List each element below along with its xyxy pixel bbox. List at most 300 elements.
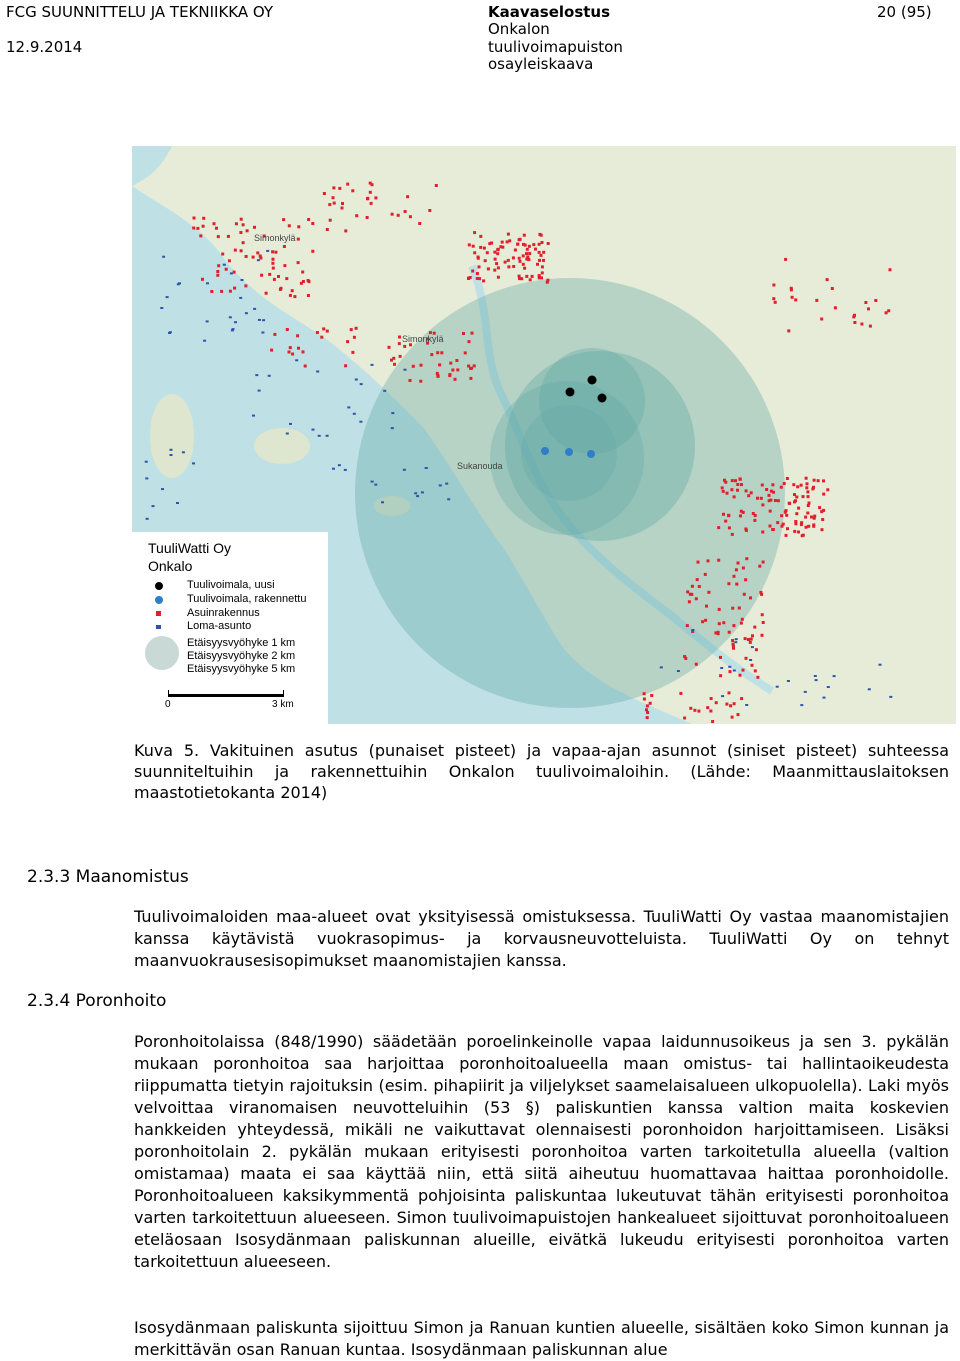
turbine-new (588, 376, 597, 385)
residential-point (273, 278, 276, 281)
residential-point (476, 277, 479, 280)
residential-point (739, 477, 742, 480)
residential-point (448, 374, 451, 377)
residential-point (547, 242, 550, 245)
holiday-point (258, 390, 261, 392)
holiday-point (660, 666, 663, 668)
residential-point (468, 243, 471, 246)
holiday-point (146, 518, 149, 520)
residential-point (874, 299, 877, 302)
residential-point (390, 359, 393, 362)
legend-item: Etäisyysvyöhyke 1 km (187, 637, 296, 649)
residential-point (323, 192, 326, 195)
scale-label-start: 0 (165, 699, 171, 710)
residential-point (740, 483, 743, 486)
residential-point (495, 262, 498, 265)
residential-point (473, 364, 476, 367)
residential-point (522, 254, 525, 257)
residential-point (473, 251, 476, 254)
residential-point (732, 624, 735, 627)
legend-item: Tuulivoimala, uusi (187, 579, 275, 591)
legend-item: Loma-asunto (187, 620, 252, 632)
residential-point (351, 351, 354, 354)
residential-point (483, 247, 486, 250)
holiday-point (728, 666, 731, 668)
residential-point (688, 600, 691, 603)
holiday-point (232, 328, 235, 330)
residential-point (297, 347, 300, 350)
residential-point (438, 363, 441, 366)
residential-point (409, 379, 412, 382)
residential-point (220, 290, 223, 293)
residential-point (467, 365, 470, 368)
residential-point (753, 519, 756, 522)
residential-point (736, 483, 739, 486)
residential-point (783, 482, 786, 485)
holiday-point (166, 296, 169, 298)
holiday-point (152, 505, 155, 507)
residential-point (761, 634, 764, 637)
residential-point (536, 263, 539, 266)
holiday-point (383, 390, 386, 392)
residential-point (815, 299, 818, 302)
holiday-point (170, 449, 173, 451)
residential-point (715, 701, 718, 704)
residential-point (534, 248, 537, 251)
residential-point (436, 351, 439, 354)
holiday-point (404, 369, 407, 371)
residential-point (646, 716, 649, 719)
holiday-point (735, 638, 738, 640)
residential-point (506, 240, 509, 243)
residential-point (691, 585, 694, 588)
residential-point (280, 287, 283, 290)
residential-point (689, 593, 692, 596)
residential-point (722, 513, 725, 516)
residential-point (469, 276, 472, 279)
residential-point (304, 365, 307, 368)
residential-point (790, 288, 793, 291)
holiday-point (326, 435, 329, 437)
residential-point (528, 252, 531, 255)
residential-point (341, 207, 344, 210)
holiday-point (745, 704, 748, 706)
holiday-point (192, 462, 195, 464)
holiday-point (170, 454, 173, 456)
residential-point (428, 209, 431, 212)
holiday-point (258, 319, 261, 321)
residential-point (272, 258, 275, 261)
residential-point (650, 694, 653, 697)
residential-point (260, 274, 263, 277)
holiday-point (353, 413, 356, 415)
residential-point (686, 590, 689, 593)
residential-point (404, 210, 407, 213)
holiday-point (751, 646, 754, 648)
residential-point (761, 484, 764, 487)
residential-point (451, 369, 454, 372)
holiday-point (206, 282, 209, 284)
residential-point (253, 226, 256, 229)
map-figure (132, 146, 956, 724)
residential-point (796, 485, 799, 488)
residential-point (734, 479, 737, 482)
residential-point (743, 593, 746, 596)
residential-point (235, 222, 238, 225)
residential-point (504, 261, 507, 264)
residential-point (403, 345, 406, 348)
holiday-point (439, 484, 442, 486)
residential-point (813, 515, 816, 518)
holiday-point (169, 331, 172, 333)
residential-point (300, 282, 303, 285)
holiday-point (677, 670, 680, 672)
residential-point (853, 321, 856, 324)
figure-caption: Kuva 5. Vakituinen asutus (punaiset pisteet) ja vapaa-ajan asunnot (siniset pisteet) suhteessa suunniteltuihin ja rakennettuihin Onkalon tuulivoimaloihin. (Lähde: Maanmittauslaitoksen maastotietokanta 2014) (134, 741, 949, 802)
residential-point (679, 692, 682, 695)
residential-point (455, 359, 458, 362)
residential-point (760, 593, 763, 596)
residential-point (526, 248, 529, 251)
paragraph: Isosydänmaan paliskunta sijoittuu Simon ja Ranuan kuntien alueelle, sisältäen koko Simon kunnan ja merkittävän osan Ranuan kuntaa. Isosydänmaan paliskunnan alue (134, 1318, 949, 1359)
residential-point (353, 336, 356, 339)
holiday-point (879, 664, 882, 666)
residential-point (772, 284, 775, 287)
holiday-point (347, 406, 350, 408)
residential-point (822, 493, 825, 496)
residential-point (737, 713, 740, 716)
residential-point (728, 631, 731, 634)
residential-point (831, 287, 834, 290)
residential-point (800, 523, 803, 526)
residential-point (864, 301, 867, 304)
residential-point (332, 196, 335, 199)
residential-point (747, 638, 750, 641)
residential-point (215, 227, 218, 230)
residential-point (268, 273, 271, 276)
residential-point (805, 486, 808, 489)
residential-point (787, 329, 790, 332)
holiday-point (787, 680, 790, 682)
residential-point (643, 692, 646, 695)
residential-point (683, 655, 686, 658)
residential-point (541, 241, 544, 244)
residential-point (297, 238, 300, 241)
residential-point (522, 263, 525, 266)
residential-point (718, 622, 721, 625)
residential-point (762, 621, 765, 624)
residential-point (739, 514, 742, 517)
residential-point (435, 184, 438, 187)
residential-point (525, 275, 528, 278)
residential-point (749, 641, 752, 644)
place-label: Simonkylä (402, 334, 444, 344)
residential-point (776, 521, 779, 524)
residential-point (807, 525, 810, 528)
company-name: FCG SUUNNITTELU JA TEKNIIKKA OY (6, 3, 274, 21)
zone-swatch-icon (145, 636, 179, 670)
residential-point (233, 271, 236, 274)
residential-point (538, 251, 541, 254)
residential-point (338, 187, 341, 190)
holiday-icon (156, 625, 161, 629)
residential-point (741, 618, 744, 621)
residential-point (538, 274, 541, 277)
residential-point (488, 242, 491, 245)
residential-point (765, 488, 768, 491)
holiday-point (344, 469, 347, 471)
holiday-point (176, 502, 179, 504)
residential-point (409, 215, 412, 218)
holiday-point (160, 307, 163, 309)
project-name-line1: Onkalon (488, 20, 550, 38)
residential-point (724, 520, 727, 523)
residential-point (514, 249, 517, 252)
residential-point (727, 582, 730, 585)
section-heading: 2.3.3 Maanomistus (27, 867, 189, 887)
residential-point (731, 607, 734, 610)
residential-point (826, 278, 829, 281)
residential-point (756, 497, 759, 500)
residential-point (538, 243, 541, 246)
legend-item: Asuinrakennus (187, 607, 260, 619)
residential-point (722, 621, 725, 624)
residential-point (722, 490, 725, 493)
residential-point (730, 488, 733, 491)
residential-point (291, 289, 294, 292)
residential-point (717, 559, 720, 562)
holiday-point (355, 379, 358, 381)
holiday-point (266, 250, 269, 252)
residential-point (529, 278, 532, 281)
turbine-new (566, 388, 575, 397)
residential-point (507, 265, 510, 268)
residential-point (245, 255, 248, 258)
residential-point (802, 495, 805, 498)
residential-point (751, 634, 754, 637)
holiday-point (823, 697, 826, 699)
residential-point (869, 325, 872, 328)
scale-bar (168, 694, 284, 697)
holiday-point (720, 667, 723, 669)
residential-point (724, 481, 727, 484)
residential-point (761, 531, 764, 534)
holiday-point (252, 415, 255, 417)
residential-point (240, 218, 243, 221)
residential-point (889, 268, 892, 271)
holiday-point (733, 670, 736, 672)
residential-point (788, 502, 791, 505)
residential-point (751, 664, 754, 667)
legend-item: Etäisyysvyöhyke 5 km (187, 663, 296, 675)
residential-point (717, 526, 720, 529)
residential-point (805, 526, 808, 529)
residential-point (768, 494, 771, 497)
holiday-point (338, 464, 341, 466)
residential-point (887, 309, 890, 312)
residential-point (707, 591, 710, 594)
holiday-point (359, 421, 362, 423)
residential-point (320, 336, 323, 339)
holiday-point (161, 488, 164, 490)
residential-point (420, 364, 423, 367)
residential-point (762, 561, 765, 564)
residential-point (731, 716, 734, 719)
residential-point (369, 191, 372, 194)
residential-point (542, 259, 545, 262)
place-label: Simonkylä (254, 233, 296, 243)
residential-point (478, 265, 481, 268)
residential-point (733, 702, 736, 705)
residential-point (271, 250, 274, 253)
holiday-point (371, 481, 374, 483)
residential-point (297, 225, 300, 228)
residential-point (293, 295, 296, 298)
residential-point (820, 510, 823, 513)
holiday-point (421, 491, 424, 493)
residential-point (745, 529, 748, 532)
holiday-point (229, 316, 232, 318)
holiday-point (749, 659, 752, 661)
page-number: 20 (95) (877, 3, 932, 21)
residential-point (512, 256, 515, 259)
residential-point (398, 342, 401, 345)
residential-point (508, 239, 511, 242)
residential-point (202, 217, 205, 220)
holiday-point (255, 374, 258, 376)
residential-point (512, 265, 515, 268)
holiday-point (286, 433, 289, 435)
holiday-point (447, 498, 450, 500)
residential-point (499, 245, 502, 248)
residential-point (225, 268, 228, 271)
holiday-point (815, 679, 818, 681)
residential-point (234, 249, 237, 252)
residential-point (801, 534, 804, 537)
holiday-point (245, 312, 248, 314)
residential-point (725, 703, 728, 706)
residential-point (791, 296, 794, 299)
holiday-point (241, 279, 244, 281)
place-label: Sukanouda (457, 461, 503, 471)
residential-point (852, 315, 855, 318)
residential-point (487, 267, 490, 270)
residential-point (289, 346, 292, 349)
residential-point (256, 251, 259, 254)
residential-point (399, 355, 402, 358)
residential-point (374, 196, 377, 199)
holiday-point (360, 383, 363, 385)
residential-point (693, 709, 696, 712)
residential-point (493, 251, 496, 254)
residential-point (689, 707, 692, 710)
holiday-point (800, 704, 803, 706)
residential-point (252, 256, 255, 259)
residential-point (806, 490, 809, 493)
residential-point (786, 477, 789, 480)
residential-point (538, 233, 541, 236)
residential-point (531, 275, 534, 278)
residential-point (344, 364, 347, 367)
residential-point (297, 261, 300, 264)
paragraph: Poronhoitolaissa (848/1990) säädetään poroelinkeinolle vapaa laidunnusoikeus ja sen 3. pykälän mukaan poronhoitoa saa harjoittaa poronhoitoalueella maan omistus- tai hallintaoikeudesta riippumatta tietyin rajoituksin (esim. pihapiirit ja viljelykset saamelaisalueen ulkopuolella). Laki myös velvoittaa viranomaisen neuvotteluihin (53 §) paliskuntien kanssa valtion maita koskevien hankkeiden yhteydessä, mikäli ne vaikuttavat olennaisesti poronhoidon harjoittamiseen. Lisäksi poronhoitolain 2. pykälän mukaan erityisesti poronhoitoa varten tarkoitetulla alueella (valtion omistamaa) maata ei saa käyttää niin, että siitä aiheutuu huomattavaa haittaa poronhoidolle. Poronhoitoalueen kaksikymmentä pohjoisinta paliskuntaa lukeutuvat tähän erityisesti poronhoitoa varten tarkoitettuun alueeseen. Simon tuulivoimapuistojen hankealueet sijoittuvat poronhoitoalueen eteläosaan Isosydänmaan paliskunnan alueille, eivätkä lukeudu erityisesti poronhoitoa varten tarkoitettuun alueeseen. (134, 1032, 949, 1271)
residential-point (711, 720, 714, 723)
residential-point (683, 717, 686, 720)
residential-point (718, 608, 721, 611)
residential-point (777, 499, 780, 502)
residential-point (732, 643, 735, 646)
residential-point (523, 267, 526, 270)
residential-point (740, 510, 743, 513)
residential-point (760, 497, 763, 500)
residential-point (735, 583, 738, 586)
residential-point (469, 377, 472, 380)
residential-point (750, 638, 753, 641)
residential-point (289, 294, 292, 297)
residential-point (519, 260, 522, 263)
residential-point (797, 531, 800, 534)
holiday-point (295, 359, 298, 361)
holiday-point (234, 321, 237, 323)
residential-point (391, 213, 394, 216)
holiday-point (206, 320, 209, 322)
residential-point (772, 297, 775, 300)
scale-bar-tick (283, 690, 284, 697)
residential-point (742, 567, 745, 570)
residential-point (820, 318, 823, 321)
residential-point (507, 233, 510, 236)
holiday-point (182, 451, 185, 453)
residential-point (326, 330, 329, 333)
residential-point (285, 277, 288, 280)
residential-point (780, 486, 783, 489)
residential-point (526, 256, 529, 259)
residential-point (518, 257, 521, 260)
residential-point (282, 218, 285, 221)
residential-point (244, 284, 247, 287)
residential-point (229, 290, 232, 293)
residential-point (371, 183, 374, 186)
residential-point (729, 670, 732, 673)
residential-point (277, 275, 280, 278)
holiday-point (833, 675, 836, 677)
legend-title: TuuliWatti Oy (148, 540, 231, 556)
holiday-point (253, 308, 256, 310)
residential-point (393, 363, 396, 366)
legend-item: Etäisyysvyöhyke 2 km (187, 650, 296, 662)
residential-point (307, 294, 310, 297)
residential-point (706, 706, 709, 709)
residential-point (784, 258, 787, 261)
residential-point (709, 710, 712, 713)
residential-point (217, 264, 220, 267)
residential-point (704, 619, 707, 622)
residential-point (307, 218, 310, 221)
residential-point (464, 351, 467, 354)
residential-point (477, 256, 480, 259)
residential-point (786, 527, 789, 530)
residential-point (740, 622, 743, 625)
residential-point (273, 333, 276, 336)
holiday-point (814, 675, 817, 677)
turbine-built (565, 448, 573, 456)
residential-point (355, 327, 358, 330)
residential-point (769, 525, 772, 528)
residential-point (366, 216, 369, 219)
residential-point (302, 350, 305, 353)
island-small (254, 428, 310, 464)
residential-point (821, 518, 824, 521)
